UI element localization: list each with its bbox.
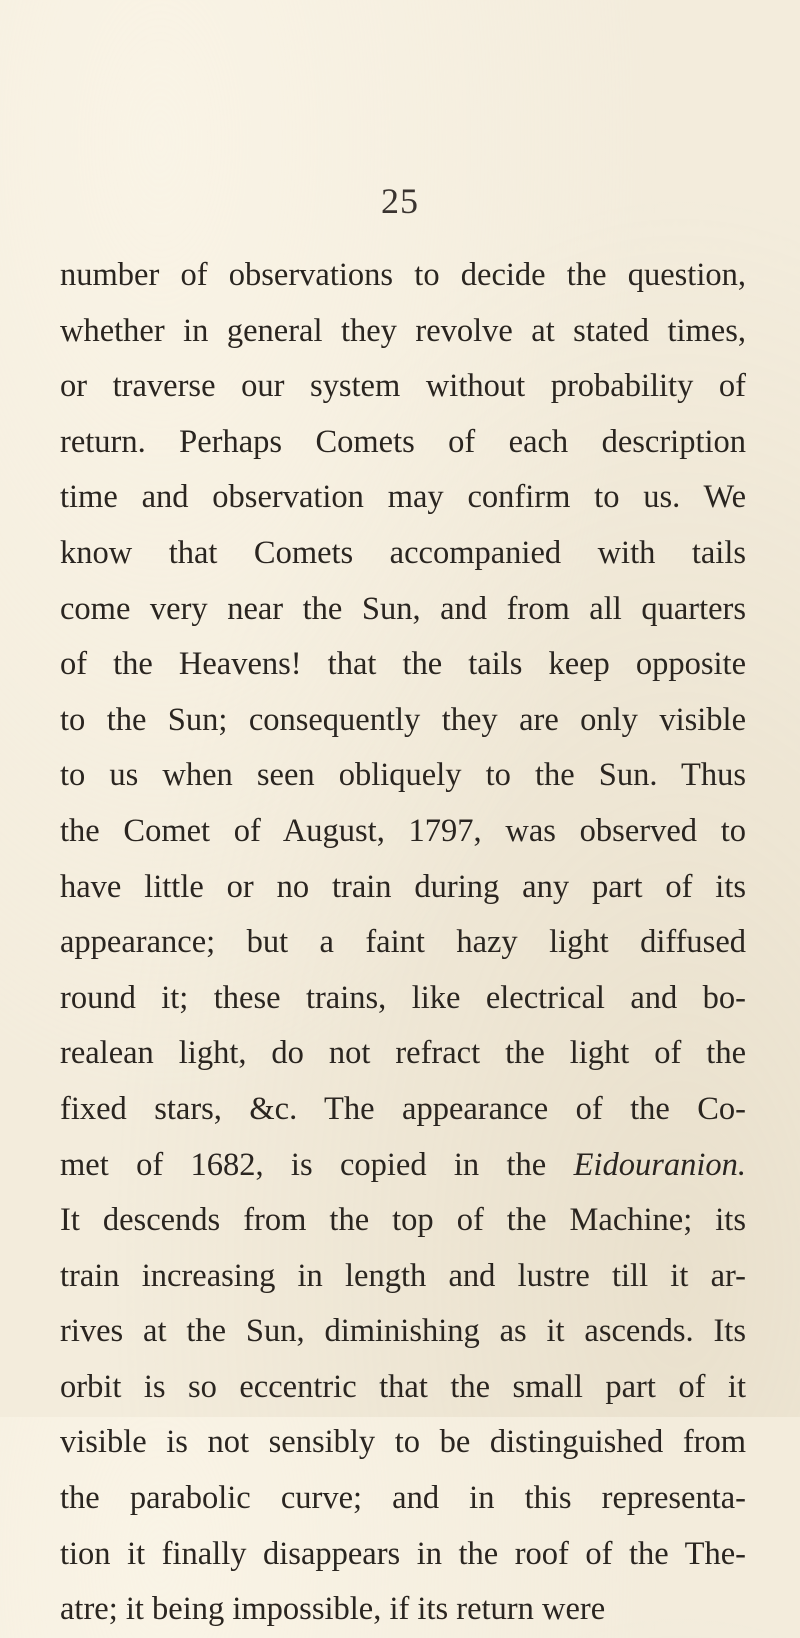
text-line: orbit is so eccentric that the small part of it (60, 1368, 746, 1405)
text-line: the parabolic curve; and in this representa- (60, 1480, 746, 1517)
text-line (60, 1138, 746, 1194)
text-line: round it; these trains, like electrical and bo- (60, 979, 746, 1016)
text-line: realean light, do not refract the light of the (60, 1035, 746, 1072)
text-segment: met of 1682, is copied in the (60, 1146, 547, 1183)
text-line: fixed stars, &c. The appearance of the Co- (60, 1090, 746, 1127)
italic-title: Eidouranion. (573, 1146, 746, 1183)
text-line: tion it finally disappears in the roof of the The- (60, 1535, 746, 1572)
text-line: the Comet of August, 1797, was observed to (60, 812, 746, 849)
text-line: atre; it being impossible, if its return were (60, 1591, 606, 1628)
text-line: come very near the Sun, and from all quarters (60, 590, 746, 627)
text-line: number of observations to decide the question, (60, 257, 746, 293)
text-line: of the Heavens! that the tails keep opposite (60, 646, 746, 683)
text-line: have little or no train during any part of its (60, 868, 746, 905)
text-line: whether in general they revolve at stated times, (60, 312, 746, 349)
text-line: or traverse our system without probability of (60, 368, 746, 405)
text-line: train increasing in length and lustre till it ar- (60, 1257, 746, 1294)
text-line: return. Perhaps Comets of each description (60, 423, 746, 460)
page-number: 25 (381, 181, 419, 221)
text-line: visible is not sensibly to be distinguished from (60, 1424, 746, 1461)
text-line: know that Comets accompanied with tails (60, 534, 746, 571)
text-line: It descends from the top of the Machine; its (60, 1202, 746, 1239)
text-line: to the Sun; consequently they are only visible (60, 701, 746, 738)
text-line: rives at the Sun, diminishing as it ascends. Its (60, 1313, 746, 1350)
body-text (60, 248, 746, 1638)
text-line: appearance; but a faint hazy light diffused (60, 924, 746, 961)
text-line: time and observation may confirm to us. We (60, 479, 746, 516)
text-line: to us when seen obliquely to the Sun. Thus (60, 757, 746, 794)
